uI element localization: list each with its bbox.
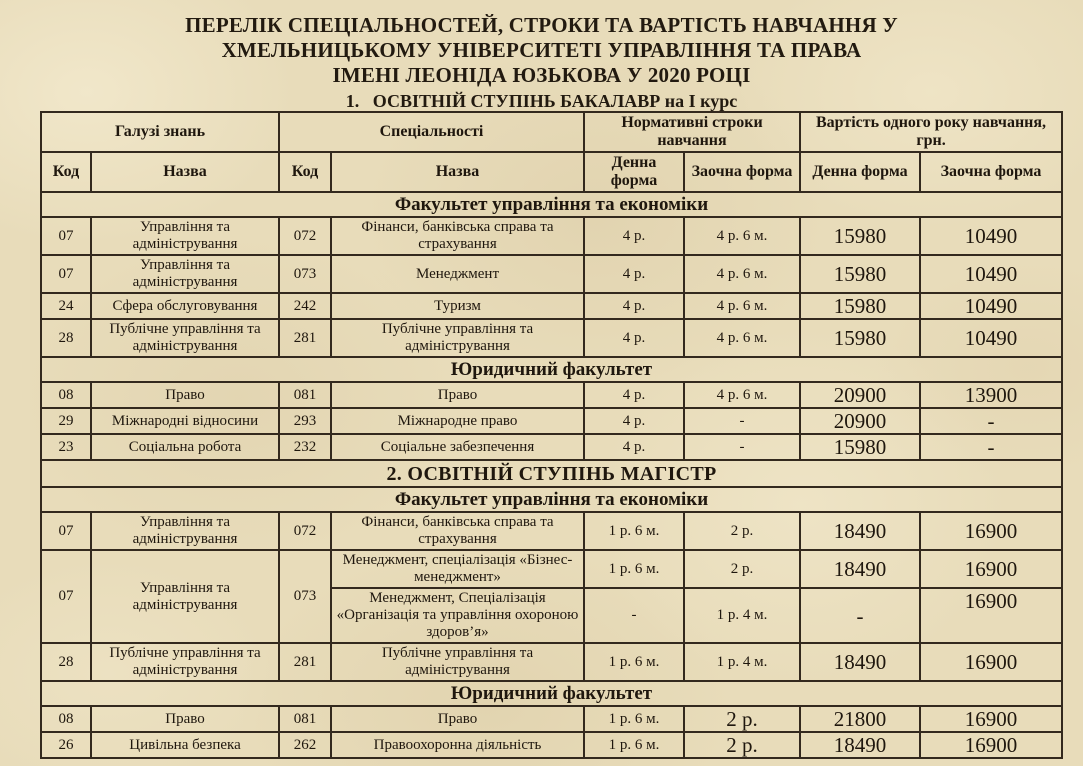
faculty-economics-label: Факультет управління та економіки [41,192,1062,217]
cell-full-term: 4 р. [584,382,684,408]
cell-full-cost: - [800,588,920,643]
document-title [0,13,1083,111]
cell-spec-code: 073 [279,255,331,293]
cell-spec-name: Менеджмент, Спеціалізація «Організація та управління охороною здоров’я» [331,588,584,643]
magister-heading-label: 2. ОСВІТНІЙ СТУПІНЬ МАГІСТР [41,460,1062,487]
cell-part-term: 4 р. 6 м. [684,319,800,357]
cell-spec-code: 072 [279,217,331,255]
header-area-code: Код [41,152,91,192]
cell-part-term: 4 р. 6 м. [684,382,800,408]
cell-spec-name: Міжнародне право [331,408,584,434]
header-cost-part-time: Заочна форма [920,152,1062,192]
section-row-law-bachelor [41,357,1062,382]
cell-full-cost: 18490 [800,512,920,550]
cell-spec-name: Менеджмент, спеціалізація «Бізнес-менеджмент» [331,550,584,588]
cell-part-cost: 16900 [920,732,1062,758]
table-row [41,217,1062,255]
cell-spec-code: 262 [279,732,331,758]
cell-area-code: 07 [41,550,91,643]
table-row [41,550,1062,588]
cell-full-term: 4 р. [584,319,684,357]
cell-area-code: 07 [41,512,91,550]
cell-part-cost: 10490 [920,319,1062,357]
title-line-2: ХМЕЛЬНИЦЬКОМУ УНІВЕРСИТЕТІ УПРАВЛІННЯ ТА ПРАВА [221,38,862,62]
cell-full-cost: 15980 [800,319,920,357]
cell-spec-code: 081 [279,706,331,732]
cell-area-name: Право [91,382,279,408]
cell-area-code: 28 [41,319,91,357]
cell-area-name: Соціальна робота [91,434,279,460]
section-row-law-magister [41,681,1062,706]
cell-part-term: 1 р. 4 м. [684,588,800,643]
cell-full-term: 4 р. [584,408,684,434]
cell-full-term: 1 р. 6 м. [584,706,684,732]
cell-area-code: 08 [41,706,91,732]
faculty-law-label: Юридичний факультет [41,357,1062,382]
cell-spec-code: 242 [279,293,331,319]
cell-spec-code: 081 [279,382,331,408]
cell-part-term: 2 р. [684,550,800,588]
cell-part-cost: - [920,434,1062,460]
cell-part-term: 4 р. 6 м. [684,255,800,293]
cell-spec-name: Фінанси, банківська справа та страхування [331,512,584,550]
header-study-terms: Нормативні строки навчання [584,112,800,152]
cell-area-name: Управління та адміністрування [91,255,279,293]
cell-area-code: 23 [41,434,91,460]
cell-area-code: 24 [41,293,91,319]
cell-area-code: 28 [41,643,91,681]
cell-area-code: 08 [41,382,91,408]
cell-part-cost: 10490 [920,217,1062,255]
title-line-3: ІМЕНІ ЛЕОНІДА ЮЗЬКОВА У 2020 РОЦІ [332,63,751,87]
bachelor-section-heading: 1. ОСВІТНІЙ СТУПІНЬ БАКАЛАВР на І курс [345,91,738,111]
cell-spec-name: Туризм [331,293,584,319]
cell-full-term: 1 р. 6 м. [584,550,684,588]
cell-spec-name: Правоохоронна діяльність [331,732,584,758]
header-cost-full-time: Денна форма [800,152,920,192]
cell-part-term: 4 р. 6 м. [684,293,800,319]
cell-part-term: 4 р. 6 м. [684,217,800,255]
cell-full-cost: 21800 [800,706,920,732]
faculty-economics-label: Факультет управління та економіки [41,487,1062,512]
cell-full-cost: 20900 [800,408,920,434]
table-row [41,512,1062,550]
cell-spec-code: 073 [279,550,331,643]
table-row [41,643,1062,681]
cell-full-term: 4 р. [584,293,684,319]
header-specialties: Спеціальності [279,112,584,152]
cell-full-term: 4 р. [584,255,684,293]
cell-part-cost: 10490 [920,293,1062,319]
tuition-table [40,111,1063,759]
cell-area-code: 07 [41,217,91,255]
cell-part-cost: 16900 [920,512,1062,550]
section-row-economics-magister [41,487,1062,512]
cell-full-cost: 15980 [800,293,920,319]
cell-spec-code: 293 [279,408,331,434]
table-row [41,408,1062,434]
faculty-law-label: Юридичний факультет [41,681,1062,706]
table-row [41,434,1062,460]
cell-area-name: Управління та адміністрування [91,512,279,550]
cell-area-name: Сфера обслуговування [91,293,279,319]
cell-full-term: 1 р. 6 м. [584,512,684,550]
cell-spec-name: Соціальне забезпечення [331,434,584,460]
header-term-part-time: Заочна форма [684,152,800,192]
header-spec-code: Код [279,152,331,192]
cell-full-cost: 18490 [800,550,920,588]
cell-part-cost: 10490 [920,255,1062,293]
cell-full-term: 4 р. [584,434,684,460]
cell-spec-name: Публічне управління та адміністрування [331,319,584,357]
cell-area-code: 26 [41,732,91,758]
header-sub-row [41,152,1062,192]
cell-full-cost: 15980 [800,255,920,293]
cell-part-term: 2 р. [684,512,800,550]
cell-full-cost: 15980 [800,434,920,460]
cell-full-term: 4 р. [584,217,684,255]
cell-part-term: - [684,434,800,460]
cell-full-term: 1 р. 6 м. [584,643,684,681]
table-row [41,706,1062,732]
cell-area-name: Публічне управління та адміністрування [91,319,279,357]
title-line-1: ПЕРЕЛІК СПЕЦІАЛЬНОСТЕЙ, СТРОКИ ТА ВАРТІСТЬ НАВЧАННЯ У [185,13,898,37]
cell-spec-name: Менеджмент [331,255,584,293]
cell-part-cost: 16900 [920,706,1062,732]
table-row [41,732,1062,758]
cell-spec-code: 281 [279,319,331,357]
cell-part-cost: 16900 [920,550,1062,588]
cell-spec-name: Фінанси, банківська справа та страхування [331,217,584,255]
cell-area-code: 29 [41,408,91,434]
cell-part-cost: - [920,408,1062,434]
table-row [41,255,1062,293]
header-term-full-time: Денна форма [584,152,684,192]
cell-area-name: Право [91,706,279,732]
cell-spec-code: 232 [279,434,331,460]
header-knowledge-areas: Галузі знань [41,112,279,152]
cell-area-name: Управління та адміністрування [91,217,279,255]
cell-part-cost: 16900 [920,643,1062,681]
header-spec-name: Назва [331,152,584,192]
cell-full-cost: 18490 [800,643,920,681]
cell-full-term: - [584,588,684,643]
cell-part-term: 1 р. 4 м. [684,643,800,681]
cell-spec-name: Публічне управління та адміністрування [331,643,584,681]
cell-area-name: Управління та адміністрування [91,550,279,643]
magister-heading-row [41,460,1062,487]
cell-spec-name: Право [331,706,584,732]
header-cost-per-year: Вартість одного року навчання, грн. [800,112,1062,152]
table-row [41,319,1062,357]
cell-full-cost: 20900 [800,382,920,408]
table-row [41,382,1062,408]
cell-part-term: - [684,408,800,434]
cell-full-cost: 18490 [800,732,920,758]
cell-area-name: Цивільна безпека [91,732,279,758]
cell-spec-code: 281 [279,643,331,681]
cell-part-term: 2 р. [684,706,800,732]
cell-full-cost: 15980 [800,217,920,255]
section-row-economics-bachelor [41,192,1062,217]
table-row [41,293,1062,319]
cell-area-name: Публічне управління та адміністрування [91,643,279,681]
cell-area-code: 07 [41,255,91,293]
cell-spec-code: 072 [279,512,331,550]
cell-part-term: 2 р. [684,732,800,758]
cell-area-name: Міжнародні відносини [91,408,279,434]
header-group-row [41,112,1062,152]
header-area-name: Назва [91,152,279,192]
cell-part-cost: 13900 [920,382,1062,408]
cell-part-cost: 16900 [920,588,1062,643]
cell-spec-name: Право [331,382,584,408]
cell-full-term: 1 р. 6 м. [584,732,684,758]
